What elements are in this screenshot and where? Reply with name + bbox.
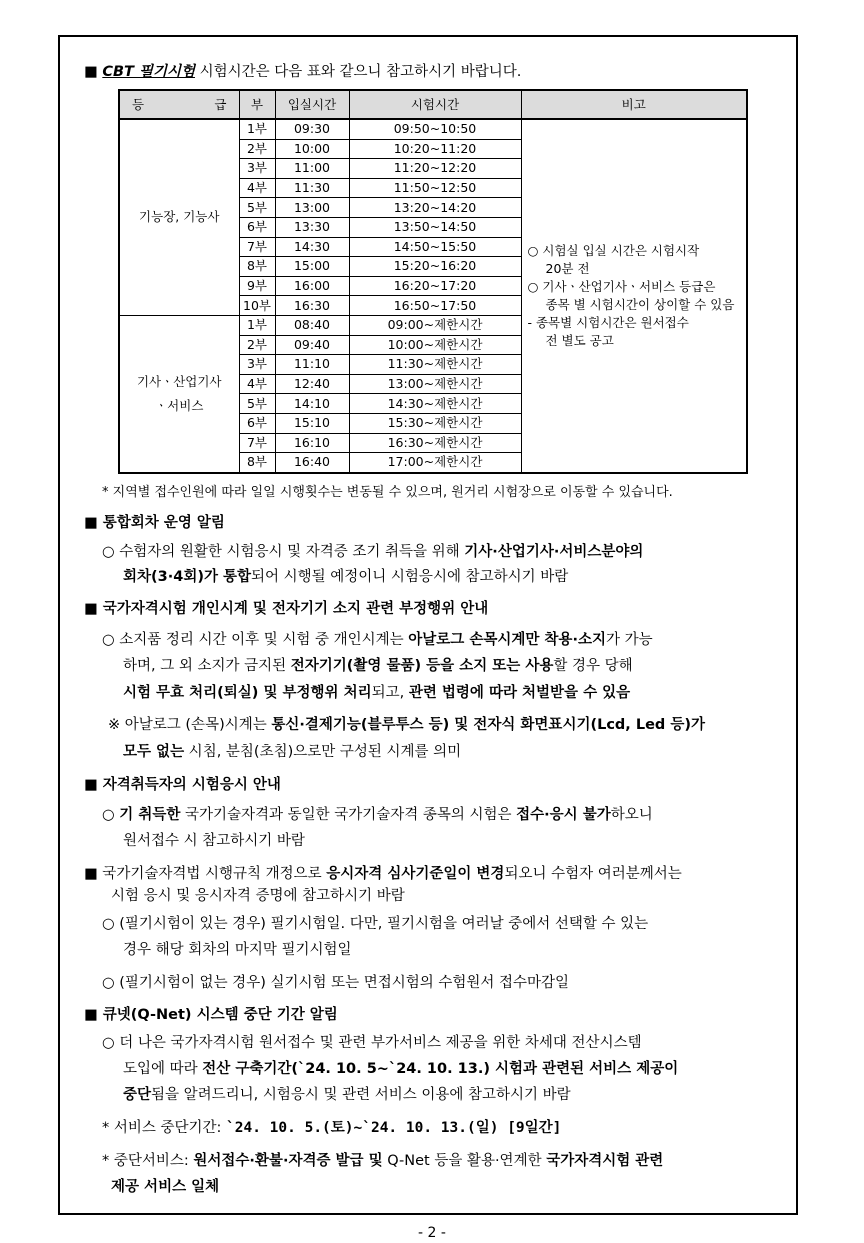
entry-time-cell: 11:00 (275, 159, 349, 179)
part-cell: 7부 (239, 237, 275, 257)
part-cell: 6부 (239, 413, 275, 433)
grade-line: ㆍ서비스 (155, 397, 204, 413)
part-cell: 8부 (239, 453, 275, 473)
entry-time-cell: 13:30 (275, 217, 349, 237)
s4-option1b: 경우 해당 회차의 마지막 필기시험일 (123, 942, 352, 958)
part-cell: 7부 (239, 433, 275, 453)
exam-time-cell: 14:50~15:50 (349, 237, 521, 257)
part-cell: 1부 (239, 315, 275, 335)
grade-cell-group2 (119, 315, 239, 472)
s5-services-line1: * 중단서비스: 원서접수·환불·자격증 발급 및 Q-Net 등을 활용·연계한 국가자격시험 관련 (102, 1153, 664, 1169)
header-grade: 등 급 (119, 90, 239, 119)
part-cell: 9부 (239, 276, 275, 296)
exam-schedule-table (118, 89, 748, 474)
remarks-line: 전 별도 공고 (545, 332, 614, 348)
entry-time-cell: 10:00 (275, 139, 349, 159)
s5-line2: 도입에 따라 전산 구축기간(`24. 10. 5~`24. 10. 13.) 시험과 관련된 서비스 제공이 (123, 1061, 679, 1077)
entry-time-cell: 16:30 (275, 296, 349, 316)
part-cell: 6부 (239, 217, 275, 237)
square-bullet: ■ (84, 64, 98, 80)
s3-line2: 원서접수 시 참고하시기 바람 (123, 833, 305, 849)
header-remarks: 비고 (521, 90, 747, 119)
s5-line3: 중단됨을 알려드리니, 시험응시 및 관련 서비스 이용에 참고하시기 바람 (123, 1087, 571, 1103)
section-title-merged-round: ■ 통합회차 운영 알림 (84, 515, 225, 531)
s2-line3: 시험 무효 처리(퇴실) 및 부정행위 처리되고, 관련 법령에 따라 처벌받을 수 있음 (123, 685, 631, 701)
s2-note1: ※ 아날로그 (손목)시계는 통신·결제기능(블루투스 등) 및 전자식 화면표시기(Lcd, Led 등)가 (108, 717, 705, 733)
exam-time-cell: 11:20~12:20 (349, 159, 521, 179)
footnote: * 지역별 접수인원에 따라 일일 시행횟수는 변동될 수 있으며, 원거리 시험장으로 이동할 수 있습니다. (102, 485, 673, 500)
header-exam: 시험시간 (349, 90, 521, 119)
s4-line2: 시험 응시 및 응시자격 증명에 참고하시기 바람 (111, 888, 405, 904)
exam-time-cell: 09:00~제한시간 (349, 315, 521, 335)
s5-period: * 서비스 중단기간: `24. 10. 5.(토)~`24. 10. 13.(일) [9일간] (102, 1120, 562, 1136)
exam-time-cell: 10:00~제한시간 (349, 335, 521, 355)
remarks-line: - 종목별 시험시간은 원서접수 (527, 314, 689, 330)
section-title-fraud-notice: ■ 국가자격시험 개인시계 및 전자기기 소지 관련 부정행위 안내 (84, 601, 489, 617)
entry-time-cell: 08:40 (275, 315, 349, 335)
s2-line2: 하며, 그 외 소지가 금지된 전자기기(촬영 물품) 등을 소지 또는 사용할 경우 당해 (123, 658, 633, 674)
part-cell: 5부 (239, 198, 275, 218)
exam-time-cell: 11:50~12:50 (349, 178, 521, 198)
entry-time-cell: 13:00 (275, 198, 349, 218)
s2-note2: 모두 없는 시침, 분침(초침)으로만 구성된 시계를 의미 (123, 744, 462, 760)
entry-time-cell: 11:10 (275, 355, 349, 375)
grade-line: 기사ㆍ산업기사 (136, 373, 222, 389)
exam-time-cell: 16:50~17:50 (349, 296, 521, 316)
exam-time-cell: 16:20~17:20 (349, 276, 521, 296)
s5-line1: ○ 더 나은 국가자격시험 원서접수 및 관련 부가서비스 제공을 위한 차세대 전산시스템 (102, 1035, 642, 1051)
header-entry: 입실시간 (275, 90, 349, 119)
entry-time-cell: 11:30 (275, 178, 349, 198)
entry-time-cell: 16:10 (275, 433, 349, 453)
entry-time-cell: 15:00 (275, 257, 349, 277)
part-cell: 4부 (239, 374, 275, 394)
exam-time-cell: 13:50~14:50 (349, 217, 521, 237)
s1-line1: ○ 수험자의 원활한 시험응시 및 자격증 조기 취득을 위해 기사·산업기사·서비스분야의 (102, 544, 644, 560)
entry-time-cell: 14:10 (275, 394, 349, 414)
part-cell: 1부 (239, 119, 275, 139)
s4-line1: ■ 국가기술자격법 시행규칙 개정으로 응시자격 심사기준일이 변경되오니 수험자 여러분께서는 (84, 866, 682, 882)
remarks-line: ○ 시험실 입실 시간은 시험시작 (527, 242, 700, 258)
exam-time-cell: 11:30~제한시간 (349, 355, 521, 375)
page-number: - 2 - (418, 1225, 446, 1241)
intro-text: 시험시간은 다음 표와 같으니 참고하시기 바랍니다. (194, 64, 522, 80)
exam-time-cell: 13:20~14:20 (349, 198, 521, 218)
part-cell: 8부 (239, 257, 275, 277)
s2-line1: ○ 소지품 정리 시간 이후 및 시험 중 개인시계는 아날로그 손목시계만 착용·소지가 가능 (102, 632, 653, 648)
part-cell: 10부 (239, 296, 275, 316)
header-part: 부 (239, 90, 275, 119)
remarks-line: ○ 기사ㆍ산업기사ㆍ서비스 등급은 (527, 278, 716, 294)
exam-time-cell: 14:30~제한시간 (349, 394, 521, 414)
exam-time-cell: 15:20~16:20 (349, 257, 521, 277)
remarks-cell (521, 119, 747, 473)
exam-time-cell: 09:50~10:50 (349, 119, 521, 139)
cbt-label: CBT 필기시험 (102, 64, 195, 80)
s5-services-line2: 제공 서비스 일체 (111, 1179, 220, 1195)
remarks-line: 20분 전 (545, 260, 590, 276)
entry-time-cell: 15:10 (275, 413, 349, 433)
entry-time-cell: 12:40 (275, 374, 349, 394)
remarks-line: 종목 별 시험시간이 상이할 수 있음 (545, 296, 735, 312)
entry-time-cell: 16:40 (275, 453, 349, 473)
section-title-certified: ■ 자격취득자의 시험응시 안내 (84, 777, 281, 793)
exam-time-cell: 17:00~제한시간 (349, 453, 521, 473)
part-cell: 3부 (239, 159, 275, 179)
grade-cell-group1: 기능장, 기능사 (119, 119, 239, 315)
part-cell: 5부 (239, 394, 275, 414)
entry-time-cell: 09:40 (275, 335, 349, 355)
table-header-row (119, 90, 747, 119)
section-title-qnet-outage: ■ 큐넷(Q-Net) 시스템 중단 기간 알림 (84, 1007, 338, 1023)
s4-option2: ○ (필기시험이 없는 경우) 실기시험 또는 면접시험의 수험원서 접수마감일 (102, 975, 570, 991)
part-cell: 2부 (239, 335, 275, 355)
s1-line2: 회차(3·4회)가 통합되어 시행될 예정이니 시험응시에 참고하시기 바람 (123, 569, 569, 585)
exam-time-cell: 13:00~제한시간 (349, 374, 521, 394)
entry-time-cell: 16:00 (275, 276, 349, 296)
exam-time-cell: 10:20~11:20 (349, 139, 521, 159)
s4-option1a: ○ (필기시험이 있는 경우) 필기시험일. 다만, 필기시험을 여러날 중에서 선택할 수 있는 (102, 916, 649, 932)
part-cell: 4부 (239, 178, 275, 198)
entry-time-cell: 14:30 (275, 237, 349, 257)
table-row (119, 119, 747, 139)
entry-time-cell: 09:30 (275, 119, 349, 139)
intro-line (84, 62, 521, 82)
s3-line1: ○ 기 취득한 국가기술자격과 동일한 국가기술자격 종목의 시험은 접수·응시 불가하오니 (102, 807, 653, 823)
exam-time-cell: 15:30~제한시간 (349, 413, 521, 433)
part-cell: 3부 (239, 355, 275, 375)
exam-time-cell: 16:30~제한시간 (349, 433, 521, 453)
part-cell: 2부 (239, 139, 275, 159)
